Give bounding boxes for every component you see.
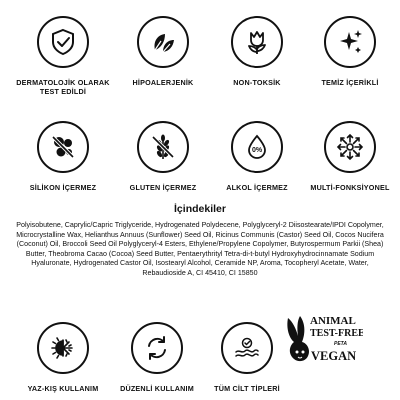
ingredients-text: Polyisobutene, Caprylic/Capric Triglyceride, Hydrogenated Polydecene, Polyglyceryl-2 Diisostearate/IPDI Copolymer, Microcrystalline Wax, Helianthus Annuus (Sunflower) Seed Oil, Ricinus Communis (Castor) Seed Oil, Cocos Nucifera (Coconut) Oil, Broccoli Seed Oil Polyglyceryl-4 Esters, Ethylene/Propylene Copolymer, Butyrospermum Parkii (Shea) Butter, Theobroma Cacao (Cocoa) Seed Butter, Pentaerythrityl Tetra-di-t-butyl Hydroxyhydrocinnamate Sodium Hyaluronate, Hydrogenated Castor Oil, Isostearyl Alcohol, Ceramide NP, Aroma, Tocopheryl Acetate, Water, Rebaudioside A, CI 45410, CI 15850 [16, 221, 384, 277]
badge-label: DÜZENLİ KULLANIM [120, 384, 194, 393]
logo-line-test-free: TEST-FREE [310, 328, 363, 339]
badge-label: NON-TOKSİK [233, 78, 281, 87]
sparkle-icon [324, 16, 376, 68]
gluten-free-icon [137, 121, 189, 173]
badge-non-toxic [207, 16, 307, 87]
badge-dermatologically-tested [13, 16, 113, 96]
multi-arrows-icon [324, 121, 376, 173]
badge-label: TEMİZ İÇERİKLİ [321, 78, 379, 87]
badge-silicone-free [13, 121, 113, 192]
silicone-free-icon [37, 121, 89, 173]
badge-label: TÜM CİLT TİPLERİ [214, 384, 280, 393]
badge-label: SİLİKON İÇERMEZ [29, 183, 97, 192]
leaves-icon [137, 16, 189, 68]
badge-label: DERMATOLOJİK OLARAK TEST EDİLDİ [16, 78, 110, 96]
badge-label: YAZ-KIŞ KULLANIM [27, 384, 99, 393]
badge-hypoallergenic [113, 16, 213, 87]
skin-check-icon [221, 322, 273, 374]
badge-label: ALKOL İÇERMEZ [226, 183, 288, 192]
badge-gluten-free [113, 121, 213, 192]
logo-line-animal: ANIMAL [310, 315, 356, 327]
badge-label: GLUTEN İÇERMEZ [129, 183, 197, 192]
badge-all-skin-types [197, 322, 297, 393]
logo-line-peta: PETA [334, 341, 347, 347]
sun-snow-icon [37, 322, 89, 374]
badge-alcohol-free [207, 121, 307, 192]
tulip-icon [231, 16, 283, 68]
refresh-icon [131, 322, 183, 374]
badge-regular-use [107, 322, 207, 393]
shield-check-icon [37, 16, 89, 68]
logo-line-vegan: VEGAN [311, 349, 357, 363]
badge-label: HİPOALERJENİK [132, 78, 194, 87]
badge-summer-winter [13, 322, 113, 393]
drop-percent-text: 0% [251, 147, 263, 154]
bunny-icon [287, 316, 309, 361]
badge-label: MULTİ-FONKSİYONEL [310, 183, 390, 192]
animal-test-free-vegan-logo [285, 312, 363, 372]
badge-clean-ingredients [300, 16, 400, 87]
badge-multi-functional [300, 121, 400, 192]
alcohol-free-drop-icon [231, 121, 283, 173]
ingredients-title: İçindekiler [174, 203, 226, 215]
